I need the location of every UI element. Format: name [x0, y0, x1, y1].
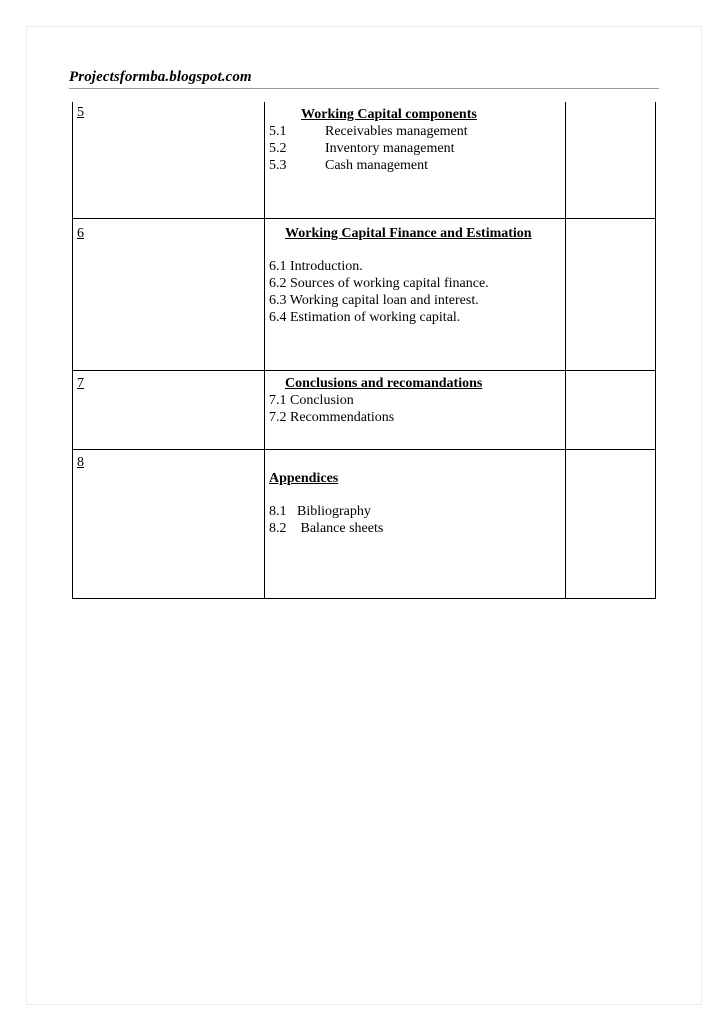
chapter-content-cell: [265, 218, 566, 370]
sub-item: 6.1 Introduction.: [269, 258, 363, 274]
table-row: [73, 449, 656, 598]
chapter-heading: Conclusions and recomandations: [285, 375, 483, 391]
sub-item: 6.3 Working capital loan and interest.: [269, 292, 479, 308]
chapter-heading: Appendices: [269, 470, 339, 486]
table-row: [73, 370, 656, 449]
chapter-number-cell: [73, 370, 265, 449]
chapter-heading: Working Capital components: [301, 107, 477, 122]
sub-item: 5.1 Receivables management: [269, 124, 468, 139]
table-row: [73, 218, 656, 370]
sub-item: 7.1 Conclusion: [269, 392, 354, 408]
sub-item: 5.3 Cash management: [269, 158, 429, 173]
site-header: Projectsformba.blogspot.com: [69, 69, 252, 85]
page-number-cell: [566, 102, 656, 218]
chapter-number-cell: [73, 449, 265, 598]
sub-item: 6.2 Sources of working capital finance.: [269, 275, 489, 291]
page-number-cell: [566, 218, 656, 370]
chapter-number-cell: [73, 218, 265, 370]
page-number-cell: [566, 449, 656, 598]
sub-item: 8.2 Balance sheets: [269, 520, 384, 536]
chapter-content-cell: [265, 370, 566, 449]
chapter-heading: Working Capital Finance and Estimation: [285, 225, 532, 241]
chapter-number-cell: [73, 102, 265, 218]
page-number-cell: [566, 370, 656, 449]
table-row: [73, 102, 656, 218]
chapter-number: 6: [77, 225, 84, 241]
chapter-content-cell: [265, 449, 566, 598]
sub-item: 5.2 Inventory management: [269, 141, 455, 156]
sub-item: 6.4 Estimation of working capital.: [269, 309, 461, 325]
chapter-number: 7: [77, 375, 84, 391]
chapter-number: 5: [77, 105, 84, 120]
sub-item: 8.1 Bibliography: [269, 503, 371, 519]
chapter-number: 8: [77, 454, 84, 470]
sub-item: 7.2 Recommendations: [269, 409, 395, 425]
chapter-content-cell: [265, 102, 566, 218]
contents-table: [72, 102, 656, 599]
header-rule: [69, 88, 659, 89]
